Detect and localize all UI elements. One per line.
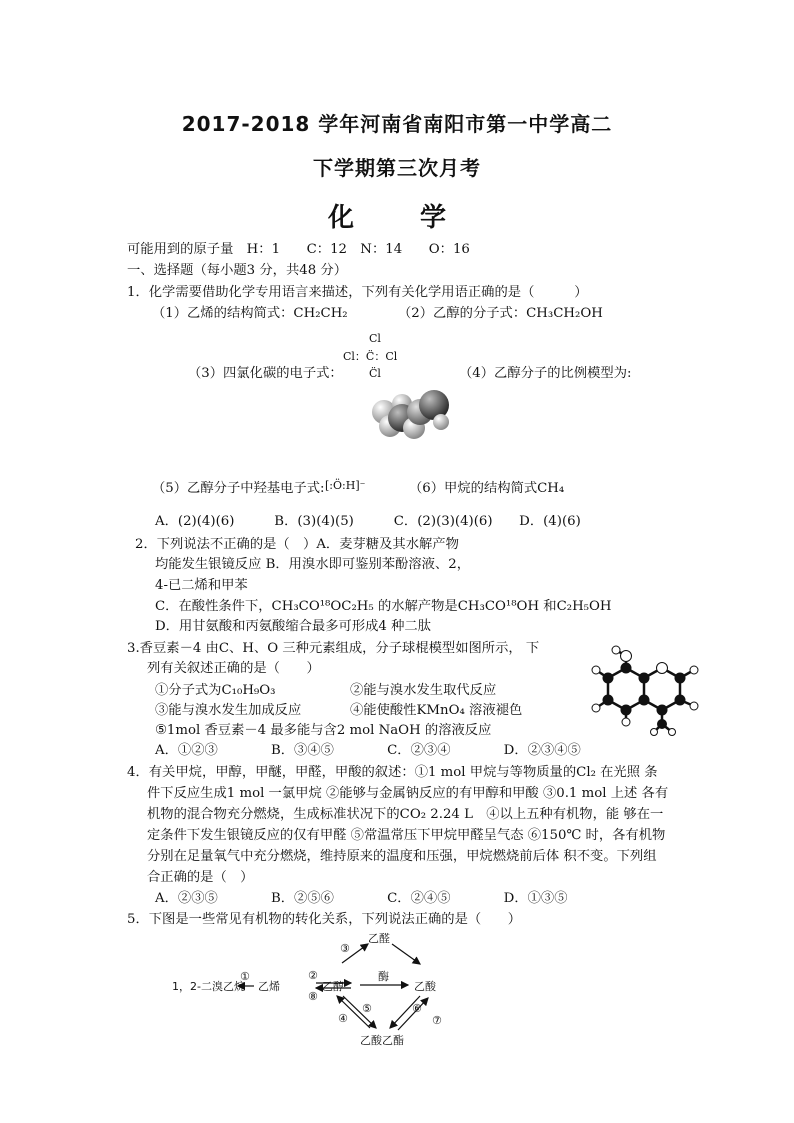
q3-choices: A．①②③ B．③④⑤ C．②③④ D．②③④⑤: [155, 743, 581, 758]
q5-stem: 5．下图是一些常见有机物的转化关系，下列说法正确的是（ ）: [127, 912, 522, 927]
exam-subtitle: 下学期第三次月考: [313, 156, 481, 180]
q1-option-5: （5）乙醇分子中羟基电子式:: [152, 481, 325, 496]
q4-line-5: 分别在足量氧气中充分燃烧，维持原来的温度和压强，甲烷燃烧前后体 积不变。下列组: [147, 849, 657, 864]
node-ethene: 乙烯: [258, 980, 280, 993]
ethanol-space-filling-model: [368, 388, 450, 444]
q1-option-3: （3）四氯化碳的电子式：: [188, 366, 343, 381]
q3-line-2: 列有关叙述正确的是（ ）: [147, 661, 320, 676]
conversion-diagram: [170, 930, 470, 1050]
q2-line-4: C．在酸性条件下，CH₃CO¹⁸OC₂H₅ 的水解产物是CH₃CO¹⁸OH 和C₂H₅OH: [155, 599, 612, 614]
q4-line-3: 机物的混合物充分燃烧，生成标准状况下的CO₂ 2.24 L ④以上五种有机物，能 够在一: [147, 807, 664, 822]
q2-line-5: D．用甘氨酸和丙氨酸缩合最多可形成4 种二肽: [155, 619, 431, 634]
q2-line-2: 均能发生银镜反应 B．用溴水即可鉴别苯酚溶液、2，: [155, 557, 470, 572]
reaction-1-label: ①: [240, 970, 250, 983]
node-ethyl-acetate: 乙酸乙酯: [360, 1034, 404, 1047]
q1-option-6: （6）甲烷的结构简式CH₄: [409, 481, 565, 496]
q3-statement-4: ④能使酸性KMnO₄ 溶液褪色: [350, 703, 523, 718]
section-heading: 一、选择题（每小题3 分，共48 分）: [127, 263, 347, 278]
q1-option-1: （1）乙烯的结构简式：CH₂CH₂: [152, 306, 348, 321]
q2-line-3: 4-已二烯和甲苯: [155, 578, 248, 593]
node-acetaldehyde: 乙醛: [368, 932, 390, 945]
coumarin-ball-and-stick-model: [586, 640, 706, 736]
exam-title: 2017-2018 学年河南省南阳市第一中学高二: [181, 112, 613, 136]
reaction-3-label: ③: [340, 942, 350, 955]
enzyme-label: 酶: [378, 970, 389, 983]
q4-line-6: 合正确的是（ ）: [147, 870, 254, 885]
node-ethanol: 乙醇: [322, 980, 344, 993]
reaction-5-label: ⑤: [362, 1002, 372, 1015]
hydroxyl-electron-formula: [:Ö:H]⁻: [325, 479, 366, 492]
q3-statement-2: ②能与溴水发生取代反应: [350, 683, 497, 698]
reaction-6-label: ⑥: [412, 1002, 422, 1015]
q1-option-2: （2）乙醇的分子式：CH₃CH₂OH: [398, 306, 603, 321]
reaction-8-label: ⑧: [308, 990, 318, 1003]
reaction-7-label: ⑦: [432, 1014, 442, 1027]
reaction-2-label: ②: [308, 969, 318, 982]
q3-statement-3: ③能与溴水发生加成反应: [155, 703, 302, 718]
node-dibromoethane: 1，2-二溴乙烷: [172, 980, 245, 993]
q4-line-2: 件下反应生成1 mol 一氯甲烷 ②能够与金属钠反应的有甲醇和甲酸 ③0.1 mol 上述 各有: [147, 786, 669, 801]
atomic-masses: 可能用到的原子量 H：1 C：12 N：14 O：16: [127, 242, 470, 257]
q3-line-1: 3.香豆素－4 由C、H、O 三种元素组成，分子球棍模型如图所示， 下: [127, 641, 540, 656]
node-acetic-acid: 乙酸: [414, 980, 436, 993]
q3-statement-1: ①分子式为C₁₀H₉O₃: [155, 683, 276, 698]
q4-choices: A．②③⑤ B．②⑤⑥ C．②④⑤ D．①③⑤: [155, 891, 568, 906]
q2-line-1: 2．下列说法不正确的是（ ）A．麦芽糖及其水解产物: [135, 537, 459, 552]
q4-line-1: 4．有关甲烷，甲醇，甲醚，甲醛，甲酸的叙述：①1 mol 甲烷与等物质量的Cl₂ 在光照 条: [127, 765, 658, 780]
reaction-4-label: ④: [338, 1012, 348, 1025]
subject-title: 化 学: [327, 203, 466, 233]
ccl4-middle: Cl：C̈：Cl: [343, 350, 398, 363]
ccl4-bottom-cl: C̈l: [369, 367, 381, 380]
q3-statement-5: ⑤1mol 香豆素－4 最多能与含2 mol NaOH 的溶液反应: [155, 723, 492, 738]
q1-option-4: （4）乙醇分子的比例模型为:: [459, 366, 632, 381]
q1-stem: 1．化学需要借助化学专用语言来描述，下列有关化学用语正确的是（ ）: [127, 285, 588, 300]
q4-line-4: 定条件下发生银镜反应的仅有甲醛 ⑤常温常压下甲烷甲醛呈气态 ⑥150℃ 时，各有机物: [147, 828, 666, 843]
q1-choices: A．(2)(4)(6) B．(3)(4)(5) C．(2)(3)(4)(6) D．(4)(6): [155, 514, 581, 529]
ccl4-top-cl: Cl: [369, 332, 381, 345]
